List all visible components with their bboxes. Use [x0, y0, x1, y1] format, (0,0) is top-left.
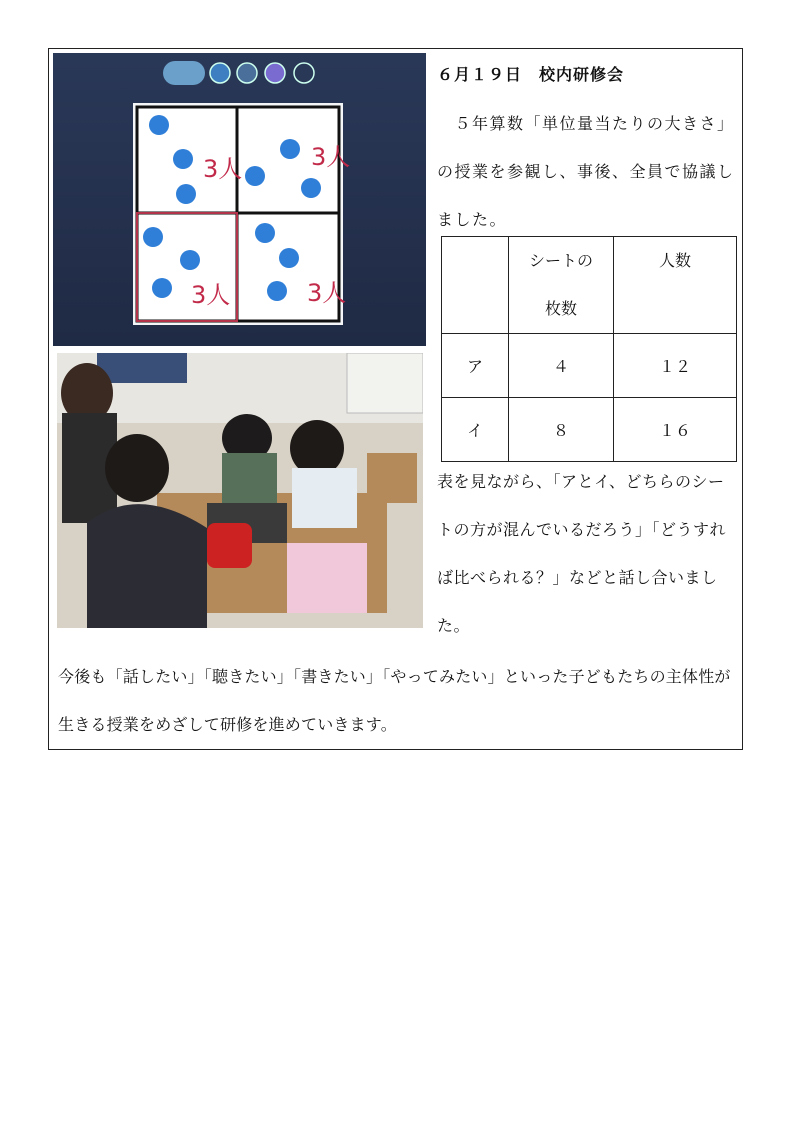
- table-cell: １６: [614, 398, 737, 462]
- table-cell: ８: [509, 398, 614, 462]
- table-cell: １２: [614, 334, 737, 398]
- table-header-row: [442, 237, 737, 334]
- classroom-photo: [57, 353, 423, 628]
- table-cell: ４: [509, 334, 614, 398]
- board-label-4: 3人: [307, 279, 347, 307]
- table-header-cell: [509, 237, 614, 334]
- article-heading: ６月１９日 校内研修会: [437, 65, 625, 84]
- header-sheets: シートの 枚数: [528, 251, 593, 318]
- table-header-cell: [442, 237, 509, 334]
- table-header-cell: 人数: [614, 237, 737, 334]
- table-row: [442, 334, 737, 398]
- board-label-3: 3人: [191, 281, 231, 309]
- sheet-comparison-table: [441, 236, 737, 462]
- intro-paragraph: ５年算数「単位量当たりの大きさ」の授業を参観し、事後、全員で協議しました。: [437, 114, 735, 229]
- table-row: [442, 398, 737, 462]
- board-label-2: 3人: [311, 143, 351, 171]
- board-label-1: 3人: [203, 155, 243, 183]
- discussion-paragraph: 表を見ながら、「アとイ、どちらのシートの方が混んでいるだろう」「どうすれば比べられる？」などと話し合いました。: [437, 472, 727, 635]
- table-cell: イ: [442, 398, 509, 462]
- closing-paragraph: 今後も「話したい」「聴きたい」「書きたい」「やってみたい」といった子どもたちの主体性が生きる授業をめざして研修を進めていきます。: [58, 667, 731, 734]
- table-cell: ア: [442, 334, 509, 398]
- whiteboard-photo: [53, 53, 426, 346]
